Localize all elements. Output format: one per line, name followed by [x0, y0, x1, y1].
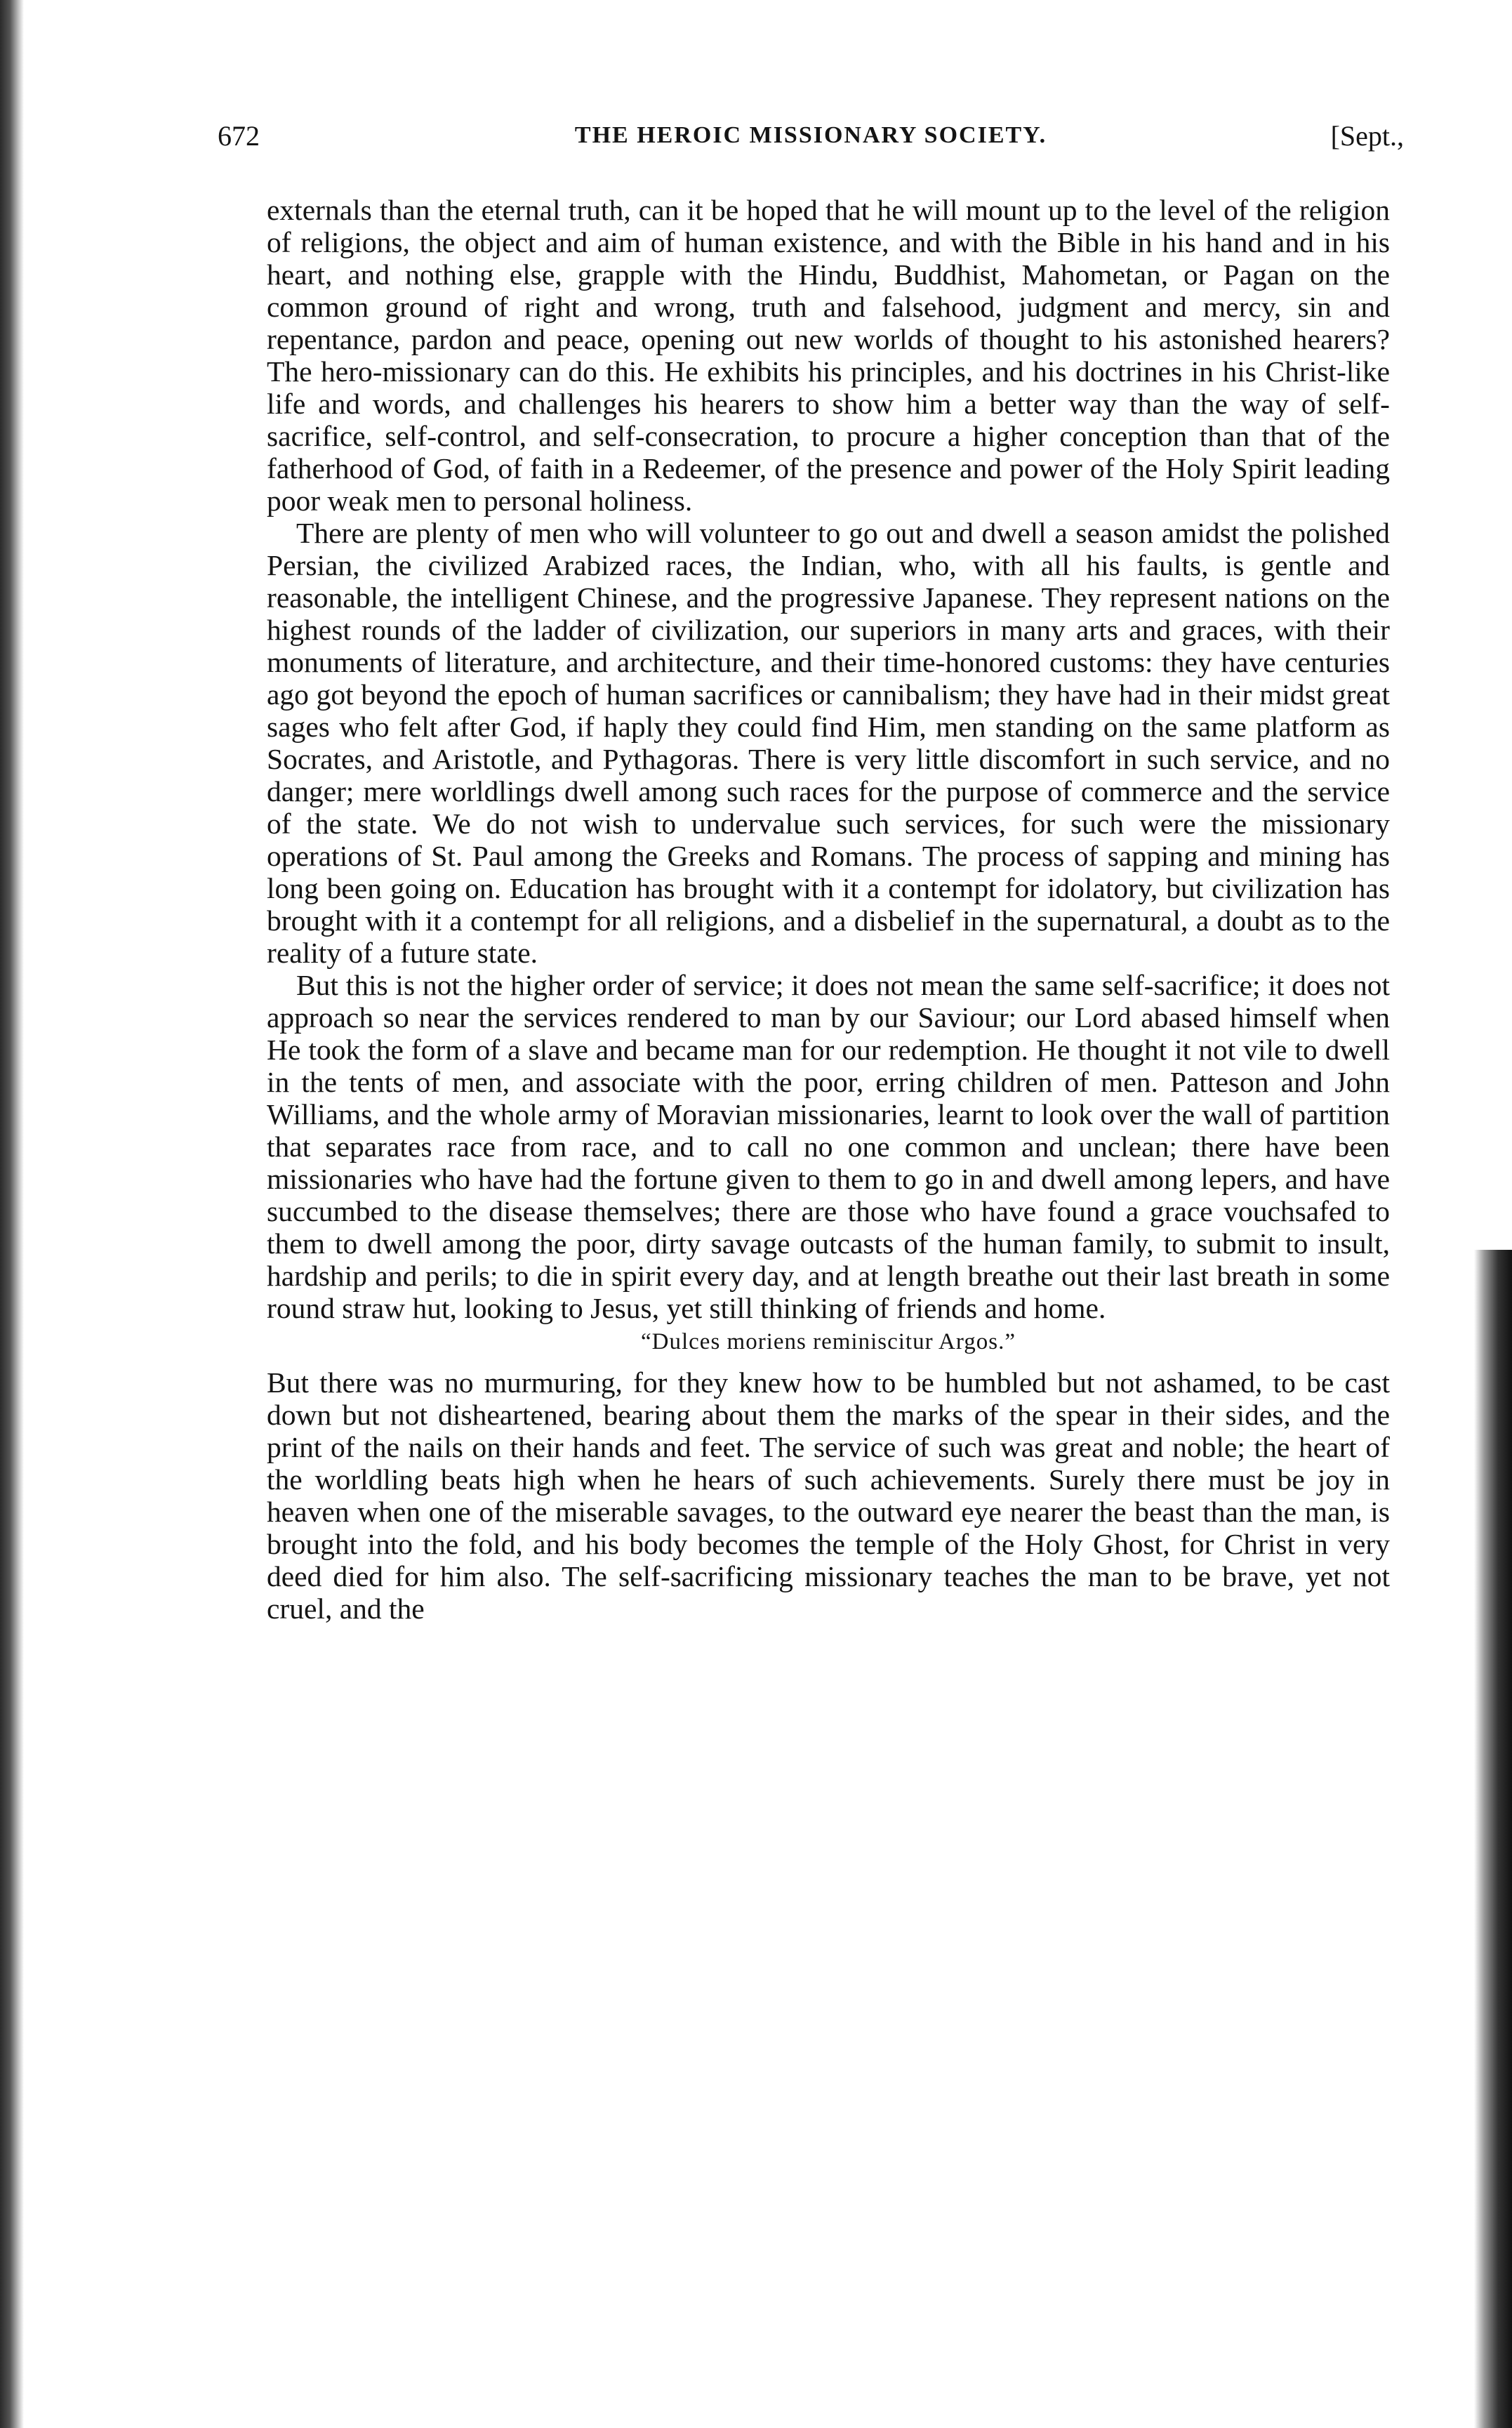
- scan-edge-left: [0, 0, 24, 2428]
- body-text: [267, 194, 1390, 1625]
- latin-quote: “Dulces moriens reminiscitur Argos.”: [641, 1329, 1016, 1354]
- paragraph: externals than the eternal truth, can it be hoped that he will mount up to the level of the religion of religions, the object and aim of human existence, and with the Bible in his hand and in his heart, and nothing else, grapple with the Hindu, Buddhist, Mahometan, or Pagan on the common ground of right and wrong, truth and falsehood, judgment and mercy, sin and repentance, pardon and peace, opening out new worlds of thought to his astonished hearers? The hero-missionary can do this. He exhibits his principles, and his doctrines in his Christ-like life and words, and challenges his hearers to show him a better way than the way of self-sacrifice, self-control, and self-consecration, to procure a higher conception than that of the fatherhood of God, of faith in a Redeemer, of the presence and power of the Holy Spirit leading poor weak men to personal holiness.: [267, 194, 1390, 517]
- page-header: [218, 119, 1404, 161]
- paragraph: There are plenty of men who will volunteer to go out and dwell a season amidst the polished Persian, the civilized Arabized races, the Indian, who, with all his faults, is gentle and reasonable, the intelligent Chinese, and the progressive Japanese. They represent nations on the highest rounds of the ladder of civilization, our superiors in many arts and graces, with their monuments of literature, and architecture, and their time-honored customs: they have centuries ago got beyond the epoch of human sacrifices or cannibalism; they have had in their midst great sages who felt after God, if haply they could find Him, men standing on the same platform as Socrates, and Aristotle, and Pythagoras. There is very little discomfort in such service, and no danger; mere worldlings dwell among such races for the purpose of commerce and the service of the state. We do not wish to undervalue such services, for such were the missionary operations of St. Paul among the Greeks and Romans. The process of sapping and mining has long been going on. Education has brought with it a contempt for idolatory, but civilization has brought with it a contempt for all religions, and a disbelief in the supernatural, a doubt as to the reality of a future state.: [267, 517, 1390, 969]
- scan-edge-right: [1474, 1250, 1512, 2428]
- running-head: THE HEROIC MISSIONARY SOCIETY.: [574, 122, 1047, 148]
- paragraph: But this is not the higher order of service; it does not mean the same self-sacrifice; it does not approach so near the services rendered to man by our Saviour; our Lord abased himself when He took the form of a slave and became man for our redemption. He thought it not vile to dwell in the tents of men, and associate with the poor, erring children of men. Patteson and John Williams, and the whole army of Moravian missionaries, learnt to look over the wall of partition that separates race from race, and to call no one common and unclean; there have been missionaries who have had the fortune given to them to go in and dwell among lepers, and have succumbed to the disease themselves; there are those who have found a grace vouchsafed to them to dwell among the poor, dirty savage outcasts of the human family, to submit to insult, hardship and perils; to die in spirit every day, and at length breathe out their last breath in some round straw hut, looking to Jesus, yet still thinking of friends and home.: [267, 969, 1390, 1324]
- page-number: 672: [218, 120, 260, 152]
- closing-paragraph: But there was no murmuring, for they knew how to be humbled but not ashamed, to be cast down but not disheartened, bearing about them the marks of the spear in their sides, and the print of the nails on their hands and feet. The service of such was great and noble; the heart of the worldling beats high when he hears of such achievements. Surely there must be joy in heaven when one of the miserable savages, to the outward eye nearer the beast than the man, is brought into the fold, and his body becomes the temple of the Holy Ghost, for Christ in very deed died for him also. The self-sacrificing missionary teaches the man to be brave, yet not cruel, and the: [267, 1366, 1390, 1625]
- section-mark: [Sept.,: [1330, 120, 1404, 152]
